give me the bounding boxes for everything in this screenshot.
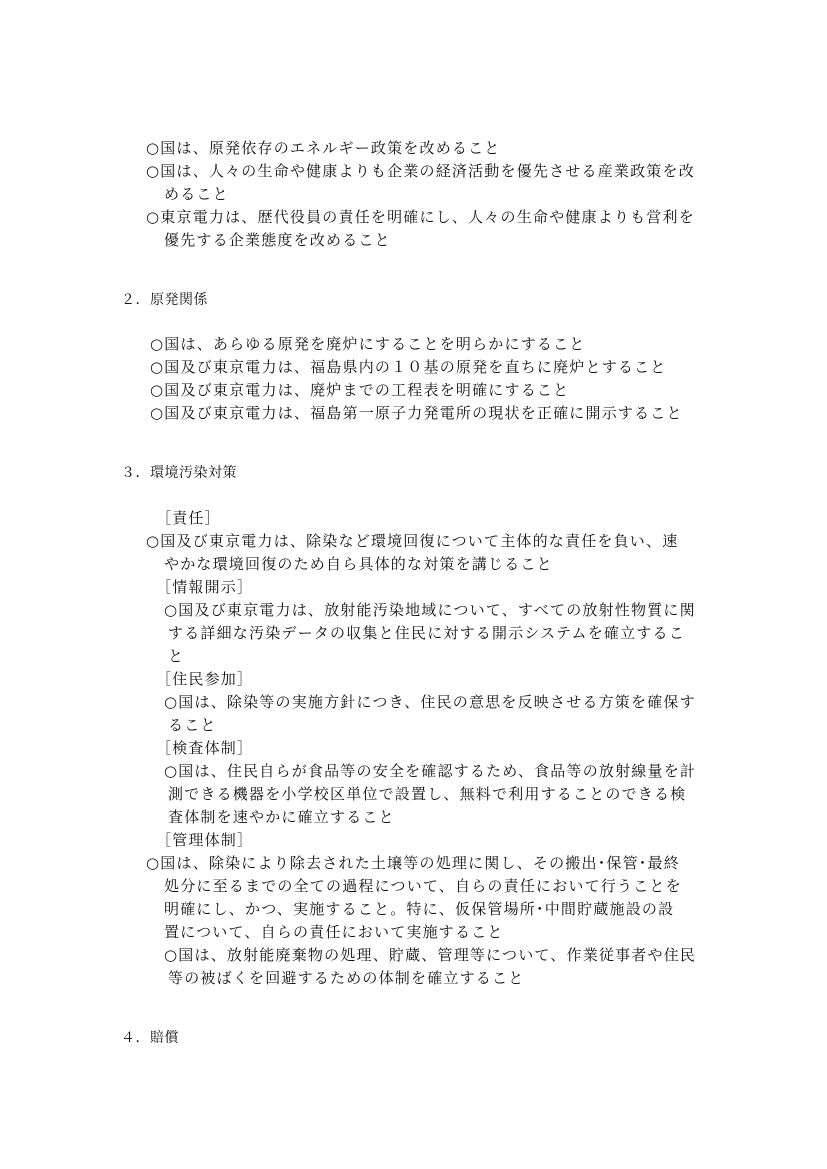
list-item: ○国は、除染により除去された土壌等の処理に関し、その搬出･保管･最終 [146,854,680,872]
section-heading-3: ３．環境汚染対策 [121,465,237,481]
intro-line: 優先する企業態度を改めること [164,231,391,249]
list-item-continuation: 処分に至るまでの全ての過程について、自らの責任において行うことを [164,877,682,895]
list-item: ○国及び東京電力は、放射能汚染地域について、すべての放射性物質に関 [164,601,696,619]
list-item: ○国は、住民自らが食品等の安全を確認するため、食品等の放射線量を計 [164,762,697,780]
list-item-continuation: する詳細な汚染データの収集と住民に対する開示システムを確立するこ [168,624,685,642]
intro-line: めること [164,185,229,203]
list-item-continuation: 置について、自らの責任において実施すること [164,923,504,941]
list-item: ○国及び東京電力は、廃炉までの工程表を明確にすること [150,381,570,399]
list-item: ○国は、あらゆる原発を廃炉にすることを明らかにすること [150,335,586,353]
subsection-label: ［住民参加］ [156,670,254,688]
intro-line: ○国は、人々の生命や健康よりも企業の経済活動を優先させる産業政策を改 [146,162,695,180]
subsection-label: ［責任］ [156,509,221,527]
list-item: ○国及び東京電力は、福島第一原子力発電所の現状を正確に開示すること [150,404,683,422]
intro-line: ○東京電力は、歴代役員の責任を明確にし、人々の生命や健康よりも営利を [146,208,695,226]
list-item: ○国及び東京電力は、福島県内の１０基の原発を直ちに廃炉とすること [150,358,667,376]
intro-line: ○国は、原発依存のエネルギー政策を改めること [146,139,501,157]
section-heading-4: ４．賠償 [121,1030,179,1046]
list-item-continuation: 等の被ばくを回避するための体制を確立すること [168,969,525,987]
list-item-continuation: やかな環境回復のため自ら具体的な対策を講じること [164,555,553,573]
subsection-label: ［検査体制］ [156,739,254,757]
list-item-continuation: ること [168,716,217,734]
list-item: ○国は、放射能廃棄物の処理、貯蔵、管理等について、作業従事者や住民 [164,946,697,964]
subsection-label: ［情報開示］ [156,578,254,596]
list-item-continuation: と [168,647,185,665]
list-item-continuation: 明確にし、かつ、実施すること。特に、仮保管場所･中間貯蔵施設の設 [164,900,675,918]
list-item-continuation: 査体制を速やかに確立すること [168,808,395,826]
list-item: ○国及び東京電力は、除染など環境回復について主体的な責任を負い、速 [146,532,679,550]
list-item: ○国は、除染等の実施方針につき、住民の意思を反映させる方策を確保す [164,693,696,711]
list-item-continuation: 測できる機器を小学校区単位で設置し、無料で利用することのできる検 [168,785,687,803]
section-heading-2: ２．原発関係 [121,292,208,308]
subsection-label: ［管理体制］ [156,831,254,849]
